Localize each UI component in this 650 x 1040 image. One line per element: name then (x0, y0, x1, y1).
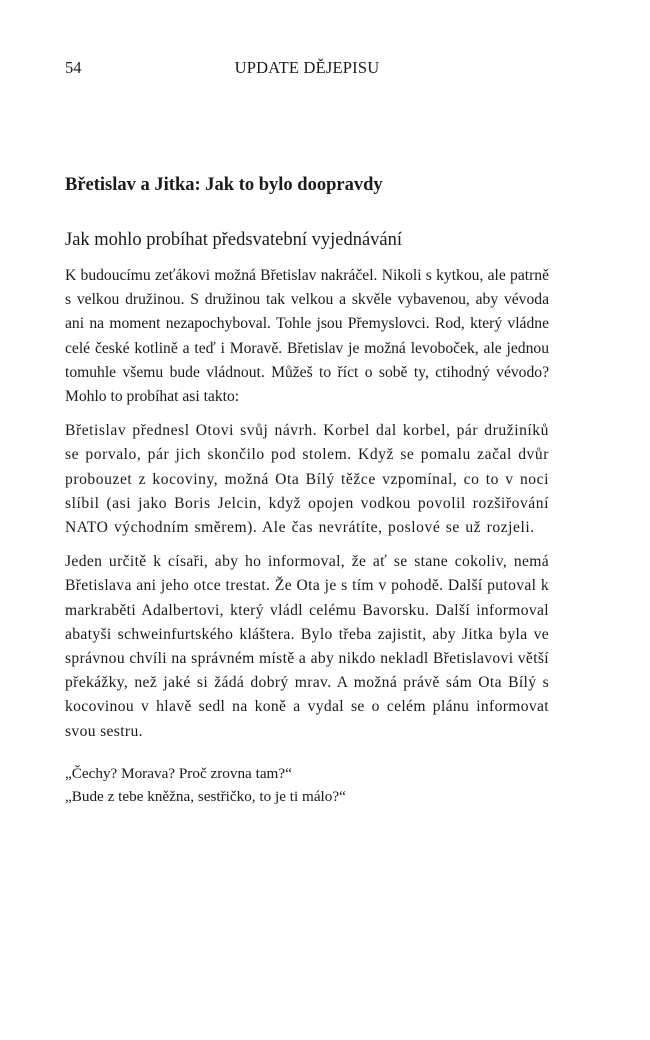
dialogue-line-2: „Bude z tebe kněžna, sestřičko, to je ti málo?“ (65, 787, 346, 805)
paragraph-1: K budoucímu zeťákovi možná Břetislav nakráčel. Nikoli s kytkou, ale patrně s velkou družinou. S družinou tak velkou a skvěle vybavenou, aby vévoda ani na moment nezapochyboval. Tohle jsou Přemyslovci. Rod, který vládne celé české kotlině a teď i Moravě. Břetislav je možná levoboček, ale jednou tomuhle všemu bude vládnout. Můžeš to říct o sobě ty, ctihodný vévodo? Mohlo to probíhat asi takto: (65, 267, 549, 406)
running-header (65, 57, 549, 79)
paragraph-3: Jeden určitě k císaři, aby ho informoval, že ať se stane cokoliv, nemá Břetislava ani jeho otce trestat. Že Ota je s tím v pohodě. Další putoval k markraběti Adalbertovi, který vládl celému Bavorsku. Další informoval abatyši schweinfurtského kláštera. Bylo třeba zajistit, aby Jitka byla ve správnou chvíli na správném místě a aby nikdo nekladl Břetislavovi větší překážky, než jaké si žádá dobrý mrav. A možná právě sám Ota Bílý s kocovinou v hlavě sedl na koně a vydal se o celém plánu informovat svou sestru. (65, 553, 549, 740)
page-number: 54 (65, 58, 82, 77)
page-content (65, 172, 549, 808)
dialogue-line-1: „Čechy? Morava? Proč zrovna tam?“ (65, 764, 292, 782)
section-title: Jak mohlo probíhat předsvatební vyjednávání (65, 230, 403, 250)
paragraph-2: Břetislav přednesl Otovi svůj návrh. Korbel dal korbel, pár družiníků se porvalo, pár jich skončilo pod stolem. Když se pomalu začal dvůr probouzet z kocoviny, možná Ota Bílý těžce vzpomínal, co to v noci slíbil (asi jako Boris Jelcin, když opojen vodkou povolil rozšiřování NATO východním směrem). Ale čas nevrátíte, poslové se už rozjeli. (65, 422, 549, 537)
running-title: UPDATE DĚJEPISU (234, 58, 380, 77)
chapter-title: Břetislav a Jitka: Jak to bylo doopravdy (65, 175, 383, 195)
